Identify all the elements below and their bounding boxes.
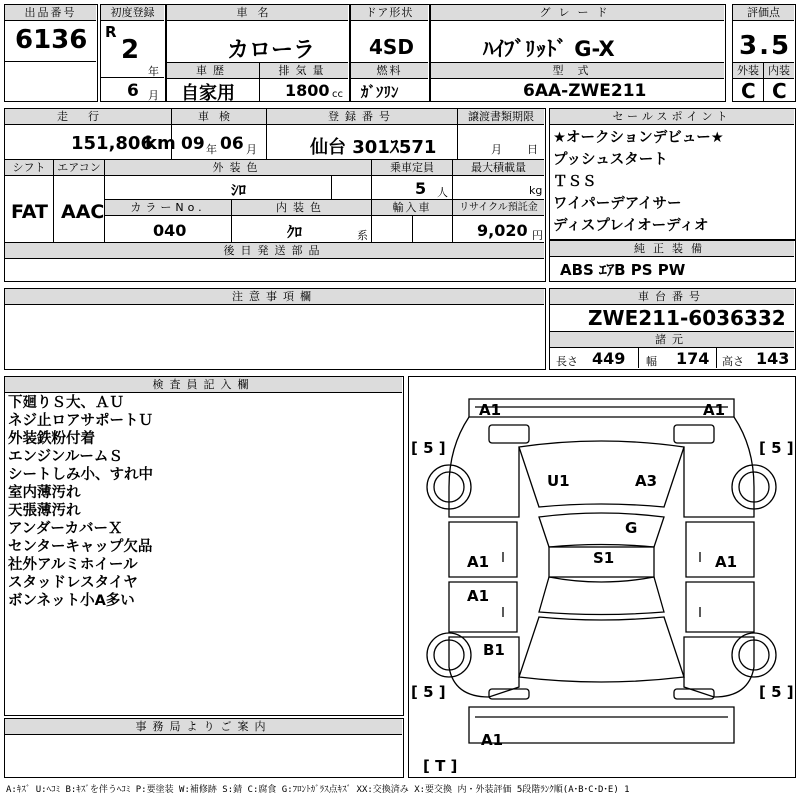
inspector-label: 検査員記入欄	[5, 377, 402, 393]
first-registration-label: 初度登録	[101, 5, 164, 21]
inspector-line: エンジンルームＳ	[8, 449, 123, 465]
sales-point-item: ワイパーデアイサー	[553, 196, 682, 212]
inspector-line: 天張薄汚れ	[8, 503, 81, 519]
length: 449	[592, 349, 626, 368]
ac: AAC	[61, 201, 105, 223]
reg-year: 2	[121, 35, 140, 65]
reg-month: 6	[127, 81, 139, 101]
int-color-label: 内装色	[232, 200, 371, 216]
inspector-line: スタッドレスタイヤ	[8, 575, 138, 591]
damage-hood-u: U1	[547, 472, 570, 490]
chassis-label: 車台番号	[550, 289, 794, 305]
shift-label: シフト	[5, 160, 53, 176]
load-unit: kg	[529, 184, 543, 197]
sales-point-item: ディスプレイオーディオ	[553, 218, 709, 234]
color-no-label: カラーNo.	[105, 200, 231, 216]
fuel: ｶﾞｿﾘﾝ	[361, 83, 399, 101]
inspector-box	[4, 376, 404, 716]
lot-number-label: 出品番号	[5, 5, 96, 21]
mileage-label: 走行	[5, 109, 171, 125]
height-label: 高さ	[722, 355, 744, 368]
transfer-month: 月	[491, 143, 502, 156]
history-label: 車歴	[167, 63, 259, 79]
damage-front-right: A1	[703, 401, 726, 419]
insp-month-unit: 月	[246, 143, 257, 156]
car-name: カローラ	[227, 38, 316, 63]
width-label: 幅	[646, 355, 657, 368]
inspector-line: アンダーカバーＸ	[8, 521, 123, 537]
score: 3.5	[739, 31, 792, 61]
car-name-box	[166, 4, 350, 102]
chassis-number: ZWE211-6036332	[588, 306, 786, 330]
fuel-label: 燃料	[351, 63, 428, 79]
recycle-label: リサイクル預託金	[453, 200, 544, 216]
reg-month-unit: 月	[148, 89, 159, 102]
width: 174	[676, 349, 710, 368]
int-color-unit: 系	[357, 229, 368, 242]
history: 自家用	[181, 83, 235, 104]
inspector-line: ボンネット小A多い	[8, 593, 135, 609]
height: 143	[756, 349, 790, 368]
displacement-label: 排気量	[260, 63, 348, 79]
lot-number: 6136	[15, 25, 88, 55]
chassis-box	[549, 288, 796, 370]
era: R	[105, 23, 117, 41]
equipment-label: 純正装備	[550, 241, 794, 257]
capacity-unit: 人	[437, 186, 448, 199]
recycle-unit: 円	[532, 229, 543, 242]
notes-label: 注意事項欄	[5, 289, 544, 305]
color: ｼﾛ	[231, 181, 247, 199]
inspector-line: 社外アルミホイール	[8, 557, 138, 573]
displacement-unit: cc	[332, 89, 343, 100]
damage-rear: A1	[481, 731, 504, 749]
reg-year-unit: 年	[148, 65, 159, 78]
inspector-line: 室内薄汚れ	[8, 485, 81, 501]
color-label: 外装色	[105, 160, 371, 176]
door-label: ドア形状	[351, 5, 428, 21]
transfer-day: 日	[527, 143, 538, 156]
equipment: ABS ｴｱB PS PW	[560, 261, 686, 279]
capacity: 5	[415, 179, 427, 198]
sales-point-item: プッシュスタート	[553, 152, 668, 168]
ac-label: エアコン	[54, 160, 104, 176]
sales-point-item: ★オークションデビュー★	[553, 130, 724, 146]
capacity-label: 乗車定員	[372, 160, 452, 176]
ext-score: C	[741, 79, 756, 103]
transfer-label: 譲渡書類期限	[458, 109, 544, 125]
damage-front-left: A1	[479, 401, 502, 419]
damage-left-front-door: A1	[467, 553, 490, 571]
insp-year-unit: 年	[206, 143, 217, 156]
vehicle-details-box	[4, 108, 546, 282]
load-label: 最大積載量	[453, 160, 544, 176]
damage-roof: S1	[593, 549, 615, 567]
spare-tire: [ T ]	[423, 757, 458, 775]
inspector-line: ネジ止ロアサポートＵ	[8, 413, 153, 429]
insp-year: 09	[181, 134, 205, 154]
mileage-unit: km	[145, 133, 176, 154]
later-parts-label: 後日発送部品	[5, 243, 544, 259]
car-diagram	[408, 376, 796, 778]
displacement: 1800	[285, 81, 330, 100]
grade-label: グレード	[431, 5, 724, 21]
insp-month: 06	[220, 134, 244, 154]
office-box	[4, 718, 404, 778]
dims-label: 諸元	[550, 332, 794, 348]
ext-score-label: 外装	[733, 63, 763, 79]
office-label: 事務局よりご案内	[5, 719, 402, 735]
damage-glass: G	[625, 519, 638, 537]
score-label: 評価点	[733, 5, 794, 21]
import-label: 輸入車	[372, 200, 452, 216]
tire-front-right: [ 5 ]	[759, 439, 794, 457]
tire-rear-left: [ 5 ]	[411, 683, 446, 701]
damage-right-front-door: A1	[715, 553, 738, 571]
model-label: 型式	[431, 63, 724, 79]
shift: FAT	[11, 201, 48, 223]
sales-point-item: ＴＳＳ	[553, 174, 597, 190]
door-box	[350, 4, 430, 102]
recycle: 9,020	[477, 221, 528, 240]
door: 4SD	[369, 35, 414, 59]
model: 6AA-ZWE211	[523, 81, 647, 101]
inspector-line: センターキャップ欠品	[8, 539, 153, 555]
plate: 仙台 301ｽ571	[310, 137, 437, 158]
car-name-label: 車名	[167, 5, 348, 21]
tire-front-left: [ 5 ]	[411, 439, 446, 457]
grade-box	[430, 4, 726, 102]
sales-points-label: セールスポイント	[550, 109, 794, 125]
color-no: 040	[153, 221, 187, 240]
grade: ﾊｲﾌﾞﾘｯﾄﾞ G-X	[483, 37, 615, 61]
legend: A:ｷｽﾞ U:ﾍｺﾐ B:ｷｽﾞを伴うﾍｺﾐ P:要塗装 W:補修跡 S:錆 C:腐食 G:ﾌﾛﾝﾄｶﾞﾗｽ点ｷｽﾞ XX:交換済み X:要交換 内・外装評価 5段階ﾗﾝｸ順(A･B･C･D･E) 1	[6, 785, 630, 795]
int-score-label: 内装	[764, 63, 794, 79]
int-score: C	[772, 79, 787, 103]
plate-label: 登録番号	[267, 109, 457, 125]
equipment-box	[549, 240, 796, 282]
int-color: ｸﾛ	[287, 223, 303, 241]
inspector-line: 下廻りＳ大、ＡＵ	[8, 395, 124, 411]
damage-left-rear-fender: B1	[483, 641, 505, 659]
damage-hood-a: A3	[635, 472, 658, 490]
inspector-line: 外装鉄粉付着	[8, 431, 95, 447]
car-outline-drawing	[409, 377, 794, 776]
first-registration-box	[100, 4, 166, 102]
score-box	[732, 4, 796, 102]
damage-left-rear-door: A1	[467, 587, 490, 605]
sales-points-box	[549, 108, 796, 240]
length-label: 長さ	[556, 355, 578, 368]
inspection-label: 車検	[172, 109, 266, 125]
inspector-line: シートしみ小、すれ中	[8, 467, 153, 483]
tire-rear-right: [ 5 ]	[759, 683, 794, 701]
notes-box	[4, 288, 546, 370]
lot-number-box	[4, 4, 98, 102]
mileage: 151,806	[71, 133, 153, 154]
